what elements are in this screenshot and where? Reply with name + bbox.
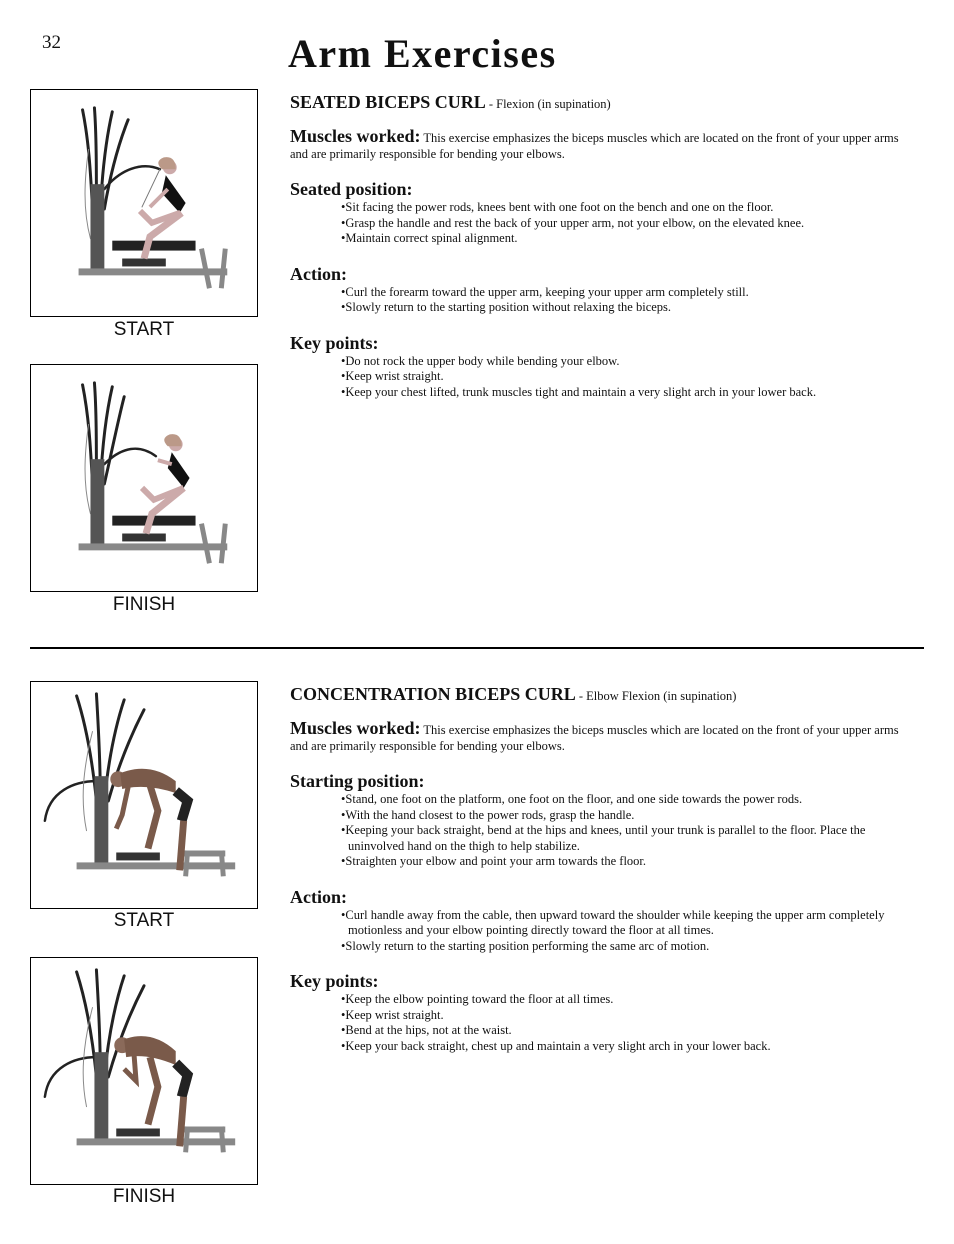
action-list [290,285,900,316]
list-item: • With the hand closest to the power rods, grasp the handle. [338,808,900,824]
muscles-worked-paragraph [290,126,900,162]
muscles-worked-paragraph [290,718,900,754]
list-item: • Maintain correct spinal alignment. [338,231,900,247]
exercise-name: CONCENTRATION BICEPS CURL [290,684,576,704]
list-item: • Keep wrist straight. [338,369,900,385]
list-item: • Curl handle away from the cable, then upward toward the shoulder while keeping the upper arm completely motionless and your elbow pointing directly toward the floor at all times. [338,908,900,939]
key-points-list [290,992,900,1054]
exercise-subtitle: - Flexion (in supination) [485,97,611,111]
list-item: • Do not rock the upper body while bending your elbow. [338,354,900,370]
list-item: • Slowly return to the starting position performing the same arc of motion. [338,939,900,955]
action-heading: Action: [290,263,347,284]
muscles-worked-label: Muscles worked: [290,718,421,738]
exercise-subtitle: - Elbow Flexion (in supination) [575,689,737,703]
list-item: • Stand, one foot on the platform, one foot on the floor, and one side towards the power rods. [338,792,900,808]
list-item: • Bend at the hips, not at the waist. [338,1023,900,1039]
concentration-curl-finish-photo [30,957,258,1185]
starting-position-list [290,792,900,870]
list-item: • Keep wrist straight. [338,1008,900,1024]
list-item: • Keeping your back straight, bend at the hips and knees, until your trunk is parallel to the floor. Place the uninvolved hand on the thigh to help stabilize. [338,823,900,854]
list-item: • Curl the forearm toward the upper arm, keeping your upper arm completely still. [338,285,900,301]
concentration-curl-title [290,683,900,707]
page-number: 32 [42,32,61,53]
starting-position-heading: Starting position: [290,771,425,791]
key-points-heading: Key points: [290,971,379,991]
muscles-worked-label: Muscles worked: [290,126,421,146]
concentration-curl-start-photo [30,681,258,909]
seated-curl-finish-caption: FINISH [112,594,176,615]
muscles-worked-text: This exercise emphasizes the biceps muscles which are located on the front of your upper arms and are primarily responsible for bending your elbows. [290,723,899,753]
action-list [290,908,900,955]
muscles-worked-text: This exercise emphasizes the biceps muscles which are located on the front of your upper arms and are primarily responsible for bending your elbows. [290,131,899,161]
action-heading: Action: [290,886,347,907]
seated-position-heading: Seated position: [290,179,413,199]
page-title: Arm Exercises [288,31,557,76]
seated-curl-section [290,91,900,400]
section-divider [30,647,924,649]
key-points-heading: Key points: [290,332,379,353]
list-item: • Grasp the handle and rest the back of your upper arm, not your elbow, on the elevated knee. [338,216,900,232]
list-item: • Keep your chest lifted, trunk muscles tight and maintain a very slight arch in your lower back. [338,385,900,401]
seated-curl-start-photo [30,89,258,317]
list-item: • Keep your back straight, chest up and maintain a very slight arch in your lower back. [338,1039,900,1055]
seated-curl-finish-photo [30,364,258,592]
exercise-name: SEATED BICEPS CURL [290,92,486,112]
list-item: • Straighten your elbow and point your arm towards the floor. [338,854,900,870]
concentration-curl-start-caption: START [113,910,175,931]
seated-position-list [290,200,900,247]
key-points-list [290,354,900,401]
list-item: • Keep the elbow pointing toward the floor at all times. [338,992,900,1008]
concentration-curl-finish-caption: FINISH [112,1186,176,1207]
list-item: • Slowly return to the starting position without relaxing the biceps. [338,300,900,316]
concentration-curl-section [290,683,900,1054]
list-item: • Sit facing the power rods, knees bent with one foot on the bench and one on the floor. [338,200,900,216]
seated-curl-title [290,91,900,115]
seated-curl-start-caption: START [113,319,175,340]
